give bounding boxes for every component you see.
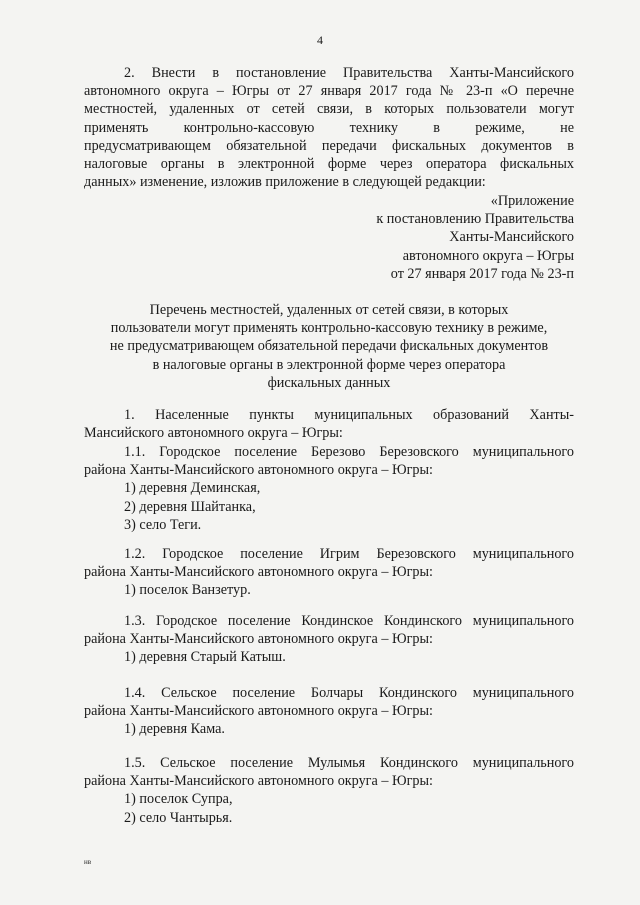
intro-line: применять контрольно-кассовую технику в режиме, не bbox=[84, 119, 574, 136]
intro-line: предусматривающем обязательной передачи фискальных документов в bbox=[84, 137, 574, 154]
subsection-line: 1.4. Сельское поселение Болчары Кондинского муниципального bbox=[124, 685, 574, 701]
subsection-1-2 bbox=[84, 545, 574, 600]
appendix-line: к постановлению Правительства bbox=[376, 211, 574, 228]
appendix-line: автономного округа – Югры bbox=[402, 247, 574, 264]
intro-line: автономного округа – Югры от 27 января 2017 года № 23-п «О перечне bbox=[84, 83, 574, 100]
locality-item: 1) поселок Супра, bbox=[124, 791, 233, 808]
title-line: пользователи могут применять контрольно-кассовую технику в режиме, bbox=[110, 320, 548, 337]
appendix-line: «Приложение bbox=[490, 193, 574, 209]
title-line: в налоговые органы в электронной форме через оператора bbox=[152, 356, 506, 373]
subsection-1-1 bbox=[84, 443, 574, 534]
subsection-1-5 bbox=[84, 754, 574, 827]
locality-item: 1) деревня Деминская, bbox=[124, 480, 261, 497]
locality-item: 2) деревня Шайтанка, bbox=[124, 498, 256, 515]
subsection-line: 1.2. Городское поселение Игрим Березовского муниципального bbox=[124, 546, 574, 562]
title-line: фискальных данных bbox=[267, 374, 391, 391]
section-line: Мансийского автономного округа – Югры: bbox=[84, 425, 343, 442]
title-line: Перечень местностей, удаленных от сетей связи, в которых bbox=[149, 302, 509, 318]
intro-line: налоговые органы в электронной форме через оператора фискальных bbox=[84, 156, 574, 173]
subsection-line: 1.3. Городское поселение Кондинское Кондинского муниципального bbox=[124, 613, 574, 629]
section-1 bbox=[84, 406, 574, 442]
appendix-line: от 27 января 2017 года № 23-п bbox=[390, 265, 574, 282]
locality-item: 3) село Теги. bbox=[124, 516, 202, 533]
locality-item: 1) поселок Ванзетур. bbox=[124, 582, 251, 599]
locality-item: 2) село Чантырья. bbox=[124, 809, 233, 826]
page-number: 4 bbox=[317, 33, 323, 47]
subsection-1-3 bbox=[84, 612, 574, 667]
appendix-line: Ханты-Мансийского bbox=[449, 229, 574, 246]
appendix-header bbox=[274, 192, 574, 283]
subsection-line: района Ханты-Мансийского автономного округа – Югры: bbox=[84, 703, 433, 720]
subsection-line: 1.1. Городское поселение Березово Березовского муниципального bbox=[124, 444, 574, 460]
intro-line: данных» изменение, изложив приложение в следующей редакции: bbox=[84, 174, 486, 191]
intro-line: 2. Внести в постановление Правительства Ханты-Мансийского bbox=[124, 65, 574, 81]
section-line: 1. Населенные пункты муниципальных образований Ханты- bbox=[124, 407, 574, 423]
subsection-line: района Ханты-Мансийского автономного округа – Югры: bbox=[84, 564, 433, 581]
list-title bbox=[84, 301, 574, 392]
intro-line: местностей, удаленных от сетей связи, в которых пользователи могут bbox=[84, 101, 574, 118]
title-line: не предусматривающем обязательной передачи фискальных документов bbox=[109, 338, 549, 355]
footer-mark: нв bbox=[84, 858, 92, 866]
intro-paragraph bbox=[84, 64, 574, 191]
subsection-line: района Ханты-Мансийского автономного округа – Югры: bbox=[84, 631, 433, 648]
subsection-1-4 bbox=[84, 684, 574, 739]
locality-item: 1) деревня Старый Катыш. bbox=[124, 649, 286, 666]
subsection-line: района Ханты-Мансийского автономного округа – Югры: bbox=[84, 462, 433, 479]
subsection-line: 1.5. Сельское поселение Мулымья Кондинского муниципального bbox=[124, 755, 574, 771]
subsection-line: района Ханты-Мансийского автономного округа – Югры: bbox=[84, 773, 433, 790]
locality-item: 1) деревня Кама. bbox=[124, 721, 225, 738]
